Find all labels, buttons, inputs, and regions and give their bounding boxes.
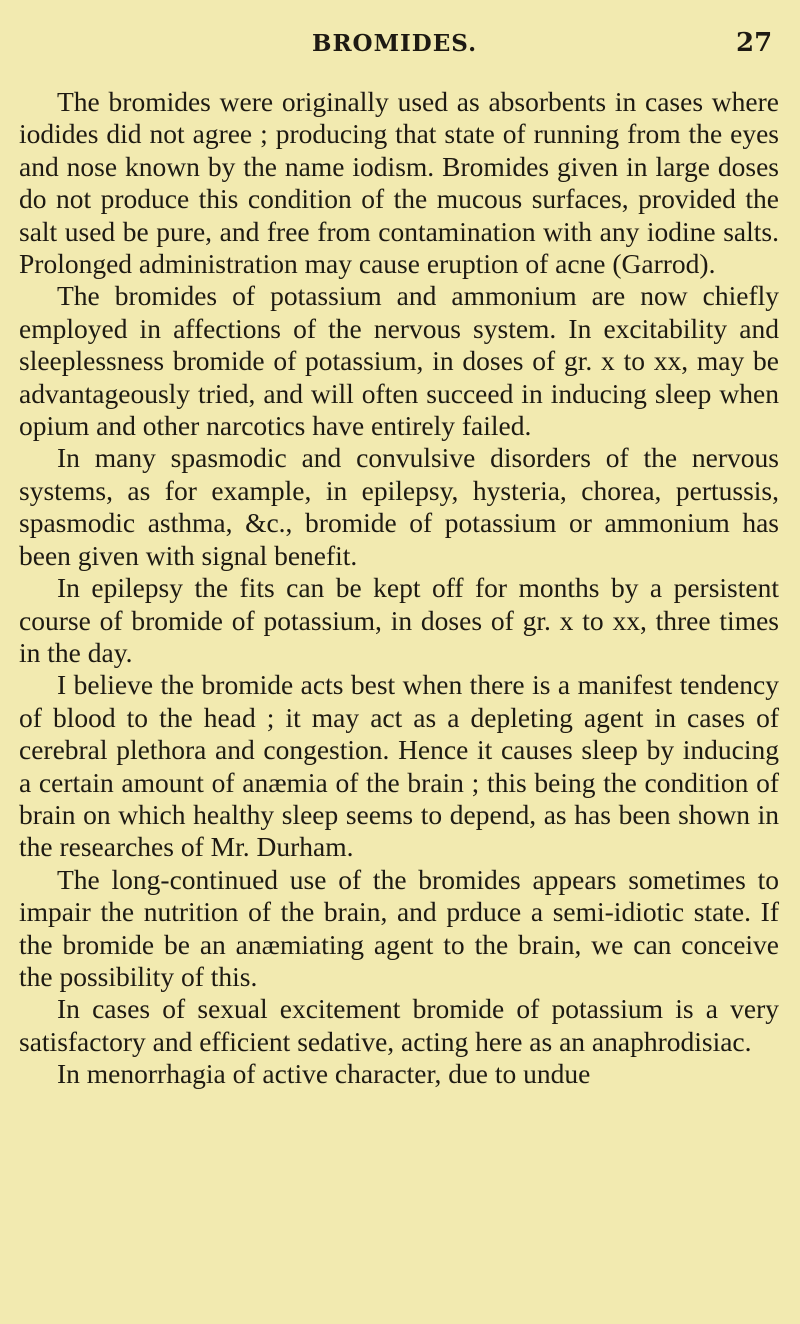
paragraph: In many spasmodic and convulsive disorders of the nervous systems, as for example, in epilepsy, hysteria, chorea, pertussis, spasmodic asthma, &c., bromide of potassium or ammonium has been given with signal benefit.	[19, 442, 779, 571]
paragraph: In menorrhagia of active character, due to undue	[57, 1058, 591, 1090]
paragraph: The long-continued use of the bromides appears sometimes to impair the nutrition of the brain, and prduce a semi-idiotic state. If the bromide be an anæmiating agent to the brain, we can conceive the possibility of this.	[19, 863, 779, 992]
paragraph: The bromides were originally used as absorbents in cases where iodides did not agree ; producing that state of running from the eyes and nose known by the name iodism. Bromides given in large doses do not produce this condition of the mucous surfaces, provided the salt used be pure, and free from contamination with any iodine salts. Prolonged administration may cause eruption of acne (Garrod).	[19, 86, 779, 280]
page-number: 27	[736, 28, 773, 58]
running-head	[0, 30, 800, 62]
paragraph: In epilepsy the fits can be kept off for months by a persistent course of bromide of potassium, in doses of gr. x to xx, three times in the day.	[19, 572, 779, 668]
paragraph: I believe the bromide acts best when there is a manifest tendency of blood to the head ; it may act as a depleting agent in cases of cerebral plethora and congestion. Hence it causes sleep by inducing a certain amount of anæmia of the brain ; this being the condition of brain on which healthy sleep seems to depend, as has been shown in the researches of Mr. Durham.	[19, 669, 779, 863]
running-title: BROMIDES.	[312, 30, 478, 57]
paragraph: The bromides of potassium and ammonium are now chiefly employed in affections of the nervous system. In excitability and sleeplessness bromide of potassium, in doses of gr. x to xx, may be advantageously tried, and will often succeed in inducing sleep when opium and other narcotics have entirely failed.	[19, 280, 779, 442]
body-text	[19, 86, 779, 1091]
paragraph: In cases of sexual excitement bromide of potassium is a very satisfactory and efficient sedative, acting here as an anaphrodisiac.	[19, 993, 779, 1057]
